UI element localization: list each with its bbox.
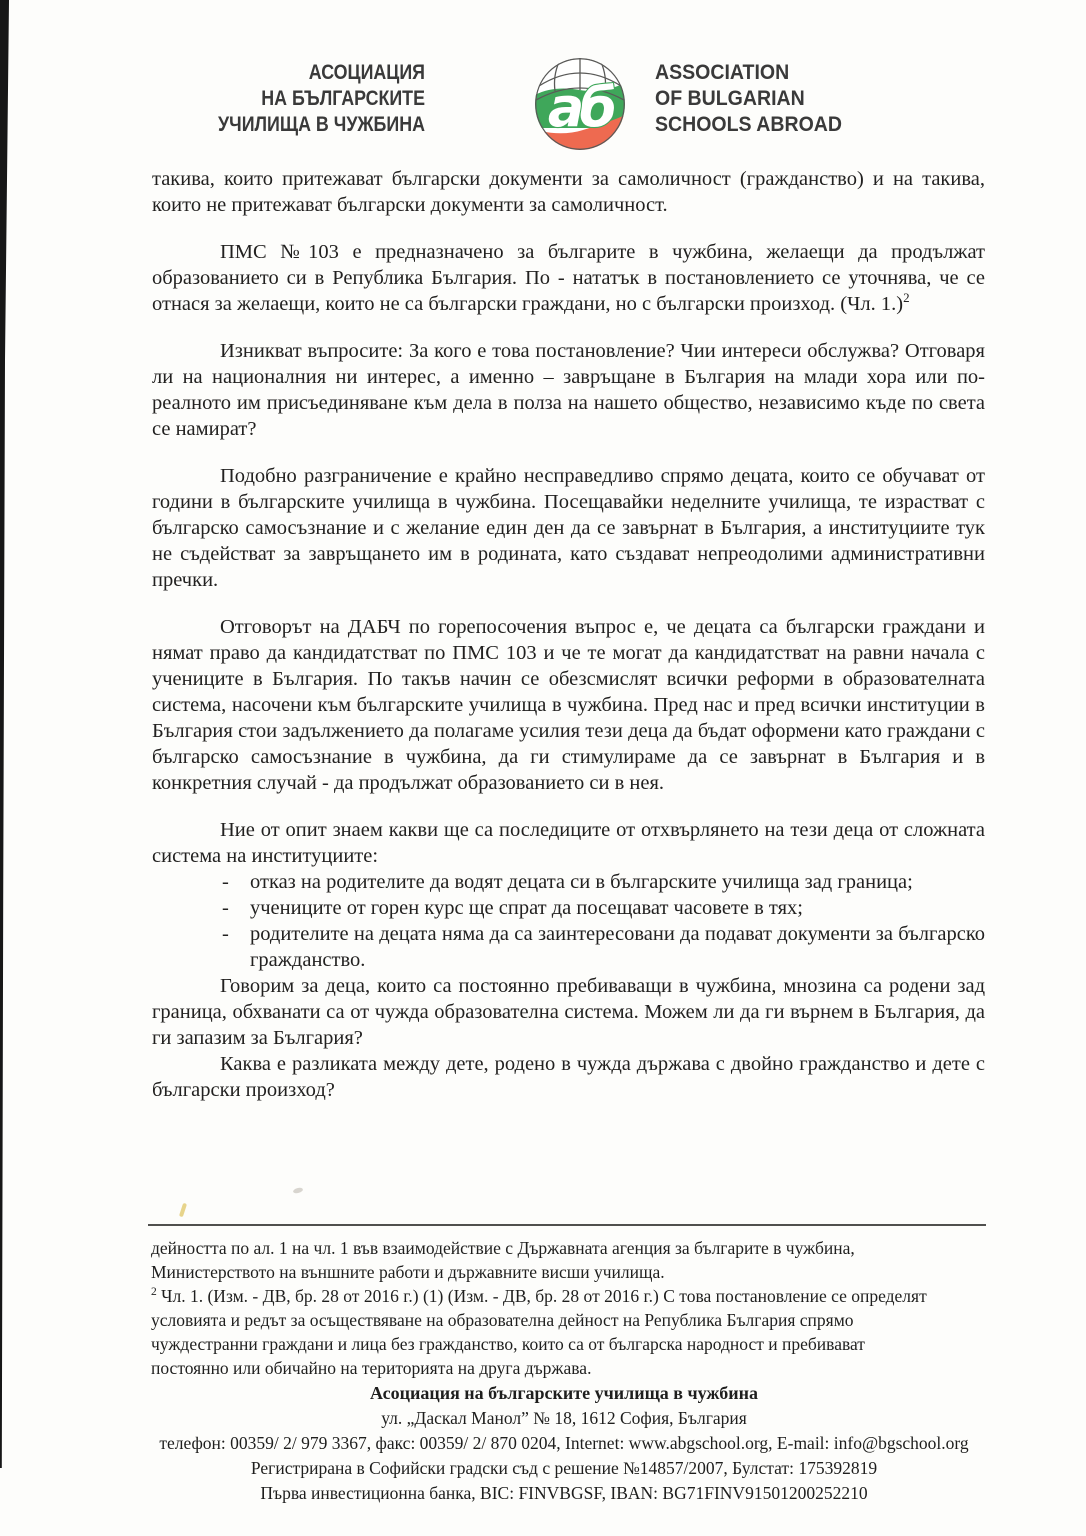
footer-org-name: Асоциация на българските училища в чужбина [370, 1383, 758, 1403]
footnote-line-2 [151, 1284, 1011, 1308]
org-logo-icon [533, 56, 627, 152]
footer-bank: Първа инвестиционна банка, BIC: FINVBGSF, IBAN: BG71FINV91501200252210 [260, 1483, 868, 1503]
footnote-separator [148, 1224, 986, 1226]
org-bg-line-1: АСОЦИАЦИЯ [308, 61, 425, 84]
org-en-line-2: OF BULGARIAN [655, 87, 805, 110]
footnote-line: чуждестранни граждани и лица без гражданство, които са от българска народност и пребивават [151, 1334, 865, 1354]
footnote-line: Министерството на външните работи и държавните висши училища. [151, 1262, 665, 1282]
org-en-line-3: SCHOOLS ABROAD [655, 113, 842, 136]
footnote-line: условията и редът за осъществяване на образователна дейност на Република България спрямо [151, 1310, 854, 1330]
scan-edge-artifact [0, 0, 12, 1536]
footer-contacts: телефон: 00359/ 2/ 979 3367, факс: 00359/ 2/ 870 0204, Internet: www.abgschool.org, E-mail: info@bgschool.org [159, 1433, 969, 1453]
org-name-english [655, 60, 842, 138]
letterhead [0, 0, 1086, 160]
paragraph-dabch-answer: Отговорът на ДАБЧ по горепосочения въпрос е, че децата са български граждани и нямат право да кандидатстват по ПМС 103 и че те могат да кандидатстват на равни начала с учениците в България. По такъв начин се обезсмислят всички реформи в образователната система, насочени към българските училища в чужбина. Пред нас и пред всички институции в България стои задължението да полагаме усилия тези деца да бъдат оформени като граждани с българско самосъзнание в чужбина, да ги стимулираме да се завърнат в България и в конкретния случай - да продължат образованието си в нея. [152, 616, 985, 794]
list-item [152, 921, 985, 973]
footnote-line: постоянно или обичайно на територията на друга държава. [151, 1358, 592, 1378]
paragraph-children-abroad: Говорим за деца, които са постоянно пребиваващи в чужбина, мнозина са родени зад граница, обхванати са от чужда образователна система. Можем ли да ги върнем в България, да ги запазим за България? [152, 975, 985, 1049]
paragraph-consequences-intro: Ние от опит знаем какви ще са последиците от отхвърлянето на тези деца от сложната система на институциите: [152, 819, 985, 867]
footnote-line-2-text: Чл. 1. (Изм. - ДВ, бр. 28 от 2016 г.) (1) (Изм. - ДВ, бр. 28 от 2016 г.) С това постановление се определят [156, 1286, 927, 1306]
footer-address: ул. „Даскал Манол” № 18, 1612 София, България [381, 1408, 747, 1428]
footer-registration: Регистрирана в Софийски градски съд с решение №14857/2007, Булстат: 175392819 [250, 1458, 878, 1478]
letter-body [152, 166, 985, 1103]
letter-footer [42, 1381, 1086, 1506]
paragraph-pms103-text: ПМС №103 е предназначено за българите в чужбина, желаещи да продължат образованието си в Република България. По - нататък в постановлението се уточнява, че се отнася за желаещи, които не са български граждани, но с български произход. (Чл. 1.) [152, 241, 985, 315]
org-en-line-1: ASSOCIATION [655, 61, 790, 84]
footnotes [151, 1236, 1011, 1380]
org-bg-line-2: НА БЪЛГАРСКИТЕ [261, 87, 425, 110]
list-item-text: учениците от горен курс ще спрат да посещават часовете в тях; [250, 897, 803, 919]
paragraph-distinction: Подобно разграничение е крайно несправедливо спрямо децата, които се обучават от години в българските училища в чужбина. Посещавайки неделните училища, те израстват с българско самосъзнание и с желание един ден да се завърнат в България, а институциите тук не съдействат за завръщането им в родината, като създават непреодолими административни пречки. [152, 465, 985, 591]
paragraph-difference-question: Каква е разликата между дете, родено в чужда държава с двойно гражданство и дете с български произход? [152, 1053, 985, 1101]
bullet-dash: - [222, 923, 229, 945]
footnote-ref-2: 2 [903, 290, 910, 306]
logo-letters: аб [547, 76, 613, 139]
footnote-line: дейността по ал. 1 на чл. 1 във взаимодействие с Държавната агенция за българите в чужбина, [151, 1238, 855, 1258]
list-item-text: отказ на родителите да водят децата си в българските училища зад граница; [250, 871, 913, 893]
paragraph-questions: Изникват въпросите: За кого е това постановление? Чии интереси обслужва? Отговаря ли на националния ни интерес, а именно – завръщане в България на млади хора или по-реалното им присъединяване към дела в полза на нашето общество, независимо къде по света се намират? [152, 340, 985, 440]
list-item [152, 895, 985, 921]
org-name-bulgarian [191, 60, 425, 138]
list-item [152, 869, 985, 895]
list-item-text: родителите на децата няма да са заинтересовани да подават документи за българско гражданство. [250, 923, 985, 971]
org-bg-line-3: УЧИЛИЩА В ЧУЖБИНА [218, 113, 425, 136]
pen-smudge-artifact [179, 1203, 187, 1218]
bullet-dash: - [222, 871, 229, 893]
paragraph-pms103 [152, 239, 985, 317]
paragraph-continuation: такива, които притежават български документи за самоличност (гражданство) и на такива, които не притежават български документи за самоличност. [152, 168, 985, 216]
bullet-dash: - [222, 897, 229, 919]
footnote-marker-2: 2 [151, 1286, 157, 1299]
scan-smudge-artifact [293, 1187, 304, 1194]
